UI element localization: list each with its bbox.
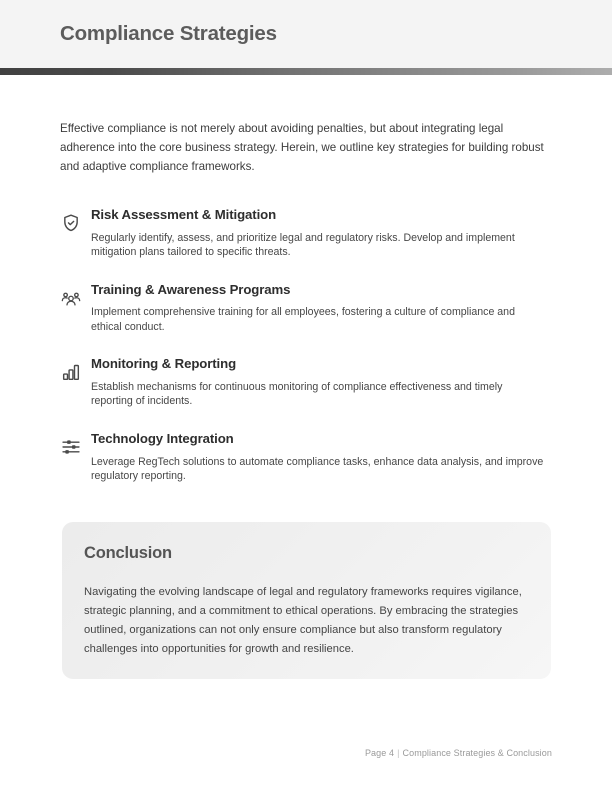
page-title: Compliance Strategies — [60, 21, 277, 45]
strategy-description: Regularly identify, assess, and prioritize legal and regulatory risks. Develop and implement mitigation plans tailored to specific threats. — [91, 231, 515, 259]
footer-section-label: Compliance Strategies & Conclusion — [402, 748, 552, 758]
page-header — [0, 0, 612, 68]
page-content — [0, 75, 612, 484]
strategy-title: Monitoring & Reporting — [91, 356, 237, 372]
strategy-body — [91, 282, 552, 335]
shield-check-icon — [60, 212, 82, 234]
conclusion-heading: Conclusion — [84, 544, 172, 562]
strategy-body — [91, 431, 552, 484]
strategy-item — [60, 431, 552, 484]
bar-chart-icon — [60, 361, 82, 383]
strategy-description: Leverage RegTech solutions to automate compliance tasks, enhance data analysis, and improve regulatory reporting. — [91, 455, 544, 483]
strategy-item — [60, 207, 552, 260]
sliders-icon — [60, 436, 82, 458]
strategy-description: Implement comprehensive training for all employees, fostering a culture of compliance and ethical conduct. — [91, 306, 515, 333]
strategy-description: Establish mechanisms for continuous monitoring of compliance effectiveness and timely reporting of incidents. — [91, 380, 503, 408]
page-footer — [0, 748, 612, 758]
strategy-title: Technology Integration — [91, 431, 234, 447]
header-gradient-rule — [0, 68, 612, 75]
strategy-body — [91, 207, 552, 260]
users-group-icon — [60, 287, 82, 309]
strategy-title: Risk Assessment & Mitigation — [91, 207, 277, 222]
conclusion-text: Navigating the evolving landscape of legal and regulatory frameworks requires vigilance, strategic planning, and a commitment to ethical operations. By embracing the strategies outlined, organizations can not only ensure compliance but also transform regulatory challenges into opportunities for growth and resilience. — [84, 586, 522, 655]
strategy-list — [60, 207, 552, 484]
conclusion-callout — [62, 522, 551, 679]
strategy-item — [60, 356, 552, 409]
strategy-title: Training & Awareness Programs — [91, 281, 291, 297]
strategy-item — [60, 282, 552, 335]
intro-paragraph: Effective compliance is not merely about avoiding penalties, but about integrating legal adherence into the core business strategy. Herein, we outline key strategies for building robust and adaptive compliance frameworks. — [60, 122, 544, 173]
strategy-body — [91, 356, 552, 409]
footer-separator: | — [397, 748, 400, 758]
footer-page-number: Page 4 — [364, 748, 395, 758]
